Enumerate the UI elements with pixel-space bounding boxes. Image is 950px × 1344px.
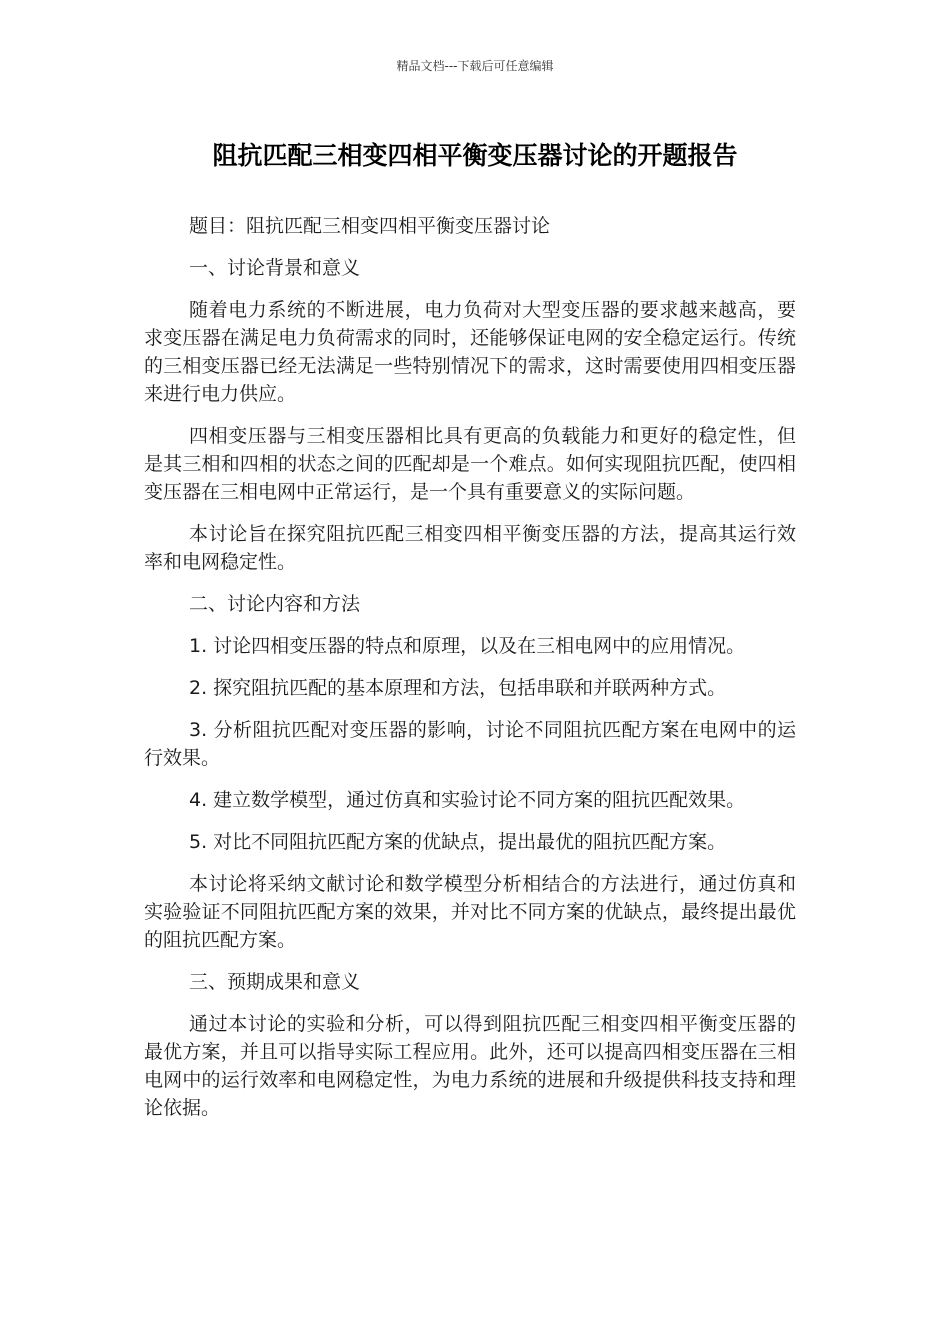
list-item-3: 3. 分析阻抗匹配对变压器的影响，讨论不同阻抗匹配方案在电网中的运行效果。 [144,719,796,769]
paragraph-expected-results: 通过本讨论的实验和分析，可以得到阻抗匹配三相变四相平衡变压器的最优方案，并且可以指导实际工程应用。此外，还可以提高四相变压器在三相电网中的运行效率和电网稳定性，为电力系统的进展和升级提供科技支持和理论依据。 [144,1013,796,1119]
subject-line: 题目：阻抗匹配三相变四相平衡变压器讨论 [189,215,551,237]
header-note: 精品文档---下载后可任意编辑 [396,59,554,73]
document-title: 阻抗匹配三相变四相平衡变压器讨论的开题报告 [212,141,738,170]
section-heading-expected-results: 三、预期成果和意义 [189,971,361,993]
list-item-5: 5. 对比不同阻抗匹配方案的优缺点，提出最优的阻抗匹配方案。 [189,831,727,853]
list-item-1: 1. 讨论四相变压器的特点和原理，以及在三相电网中的应用情况。 [189,635,746,657]
document-body [144,212,796,1136]
paragraph-background-3: 本讨论旨在探究阻抗匹配三相变四相平衡变压器的方法，提高其运行效率和电网稳定性。 [144,523,796,573]
paragraph-method: 本讨论将采纳文献讨论和数学模型分析相结合的方法进行，通过仿真和实验验证不同阻抗匹配方案的效果，并对比不同方案的优缺点，最终提出最优的阻抗匹配方案。 [144,873,796,951]
section-heading-content-method: 二、讨论内容和方法 [189,593,361,615]
list-item-4: 4. 建立数学模型，通过仿真和实验讨论不同方案的阻抗匹配效果。 [189,789,746,811]
list-item-2: 2. 探究阻抗匹配的基本原理和方法，包括串联和并联两种方式。 [189,677,727,699]
section-heading-background: 一、讨论背景和意义 [189,257,361,279]
paragraph-background-1: 随着电力系统的不断进展，电力负荷对大型变压器的要求越来越高，要求变压器在满足电力负荷需求的同时，还能够保证电网的安全稳定运行。传统的三相变压器已经无法满足一些特别情况下的需求，这时需要使用四相变压器来进行电力供应。 [144,299,796,405]
paragraph-background-2: 四相变压器与三相变压器相比具有更高的负载能力和更好的稳定性，但是其三相和四相的状态之间的匹配却是一个难点。如何实现阻抗匹配，使四相变压器在三相电网中正常运行，是一个具有重要意义的实际问题。 [144,425,796,503]
